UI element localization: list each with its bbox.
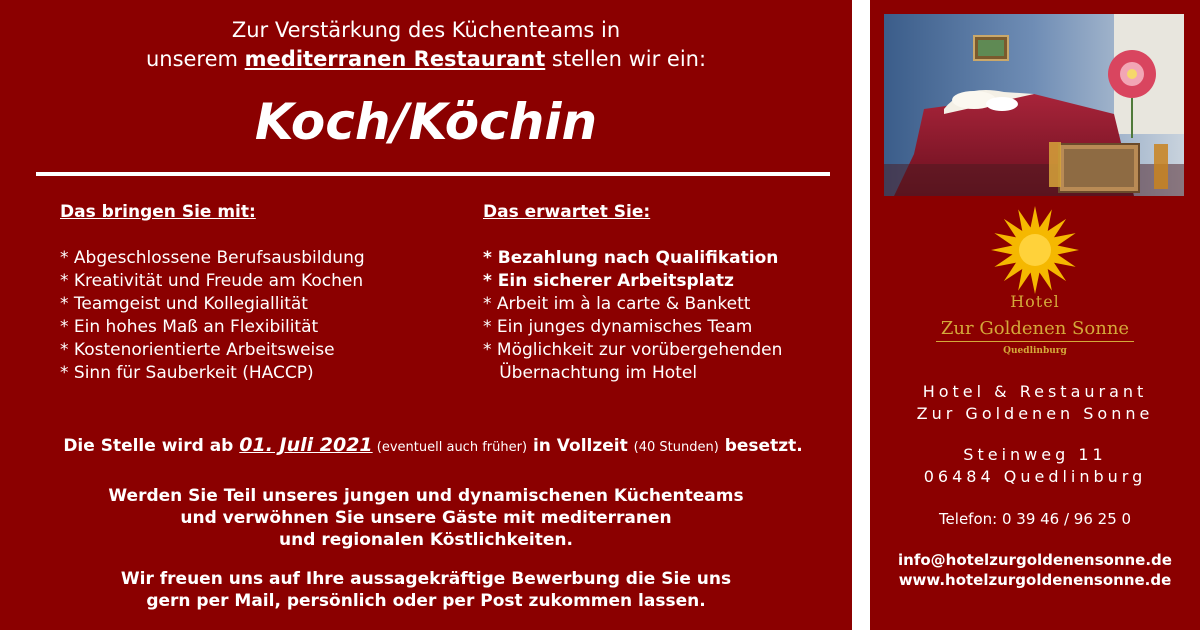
job-title: Koch/Köchin	[254, 93, 598, 151]
start-date: 01. Juli 2021	[239, 434, 373, 456]
offer-item: * Bezahlung nach Qualifikation	[483, 248, 779, 268]
intro-line-2-bold: mediterranen Restaurant	[244, 47, 546, 71]
intro-line-2	[0, 45, 852, 74]
fulltime-text: in Vollzeit	[527, 436, 634, 456]
team-paragraph	[0, 485, 852, 551]
logo-city-text: Quedlinburg	[1003, 346, 1067, 356]
intro-line-2-post: stellen wir ein:	[545, 47, 707, 71]
logo-hotel-text: Hotel	[1010, 292, 1060, 311]
offer-column	[483, 201, 782, 385]
team-line: und verwöhnen Sie unsere Gäste mit mediterranen	[180, 508, 672, 528]
company-line-2: Zur Goldenen Sonne	[916, 404, 1154, 423]
start-note: (eventuell auch früher)	[372, 440, 528, 455]
requirement-item: * Kreativität und Freude am Kochen	[60, 271, 364, 291]
divider-rule	[36, 172, 830, 176]
team-line: Werden Sie Teil unseres jungen und dynamischenen Küchenteams	[108, 486, 744, 506]
start-date-line	[0, 432, 866, 461]
application-line: gern per Mail, persönlich oder per Post zukommen lassen.	[146, 591, 706, 611]
intro-line-2-pre: unserem	[145, 47, 245, 71]
offer-item: Übernachtung im Hotel	[483, 363, 698, 383]
offer-item: * Ein junges dynamisches Team	[483, 317, 753, 337]
requirements-heading: Das bringen Sie mit:	[60, 202, 256, 222]
logo-name-text: Zur Goldenen Sonne	[940, 318, 1130, 339]
offer-heading: Das erwartet Sie:	[483, 202, 651, 222]
requirements-column	[60, 201, 365, 385]
offer-item: * Möglichkeit zur vorübergehenden	[483, 340, 783, 360]
team-line: und regionalen Köstlichkeiten.	[279, 530, 573, 550]
requirement-item: * Teamgeist und Kollegiallität	[60, 294, 308, 314]
requirement-item: * Sinn für Sauberkeit (HACCP)	[60, 363, 314, 383]
phone-number: Telefon: 0 39 46 / 96 25 0	[938, 510, 1132, 528]
hours-note: (40 Stunden)	[633, 440, 719, 455]
offer-item: * Ein sicherer Arbeitsplatz	[483, 271, 734, 291]
application-paragraph	[0, 568, 852, 612]
application-line: Wir freuen uns auf Ihre aussagekräftige Bewerbung die Sie uns	[120, 569, 732, 589]
filled-text: besetzt.	[718, 436, 803, 456]
requirement-item: * Ein hohes Maß an Flexibilität	[60, 317, 319, 337]
email-link[interactable]: info@hotelzurgoldenensonne.de	[898, 551, 1172, 569]
offer-item: * Arbeit im à la carte & Bankett	[483, 294, 751, 314]
address-street: Steinweg 11	[963, 445, 1107, 464]
requirement-item: * Abgeschlossene Berufsausbildung	[60, 248, 365, 268]
company-line-1: Hotel & Restaurant	[922, 382, 1148, 401]
requirement-item: * Kostenorientierte Arbeitsweise	[60, 340, 335, 360]
address-city: 06484 Quedlinburg	[923, 467, 1147, 486]
intro-line-1: Zur Verstärkung des Küchenteams in	[231, 18, 621, 42]
website-link[interactable]: www.hotelzurgoldenensonne.de	[898, 571, 1172, 589]
hotel-room-photo	[884, 14, 1184, 196]
logo-divider	[936, 341, 1134, 342]
start-text: Die Stelle wird ab	[63, 436, 240, 456]
